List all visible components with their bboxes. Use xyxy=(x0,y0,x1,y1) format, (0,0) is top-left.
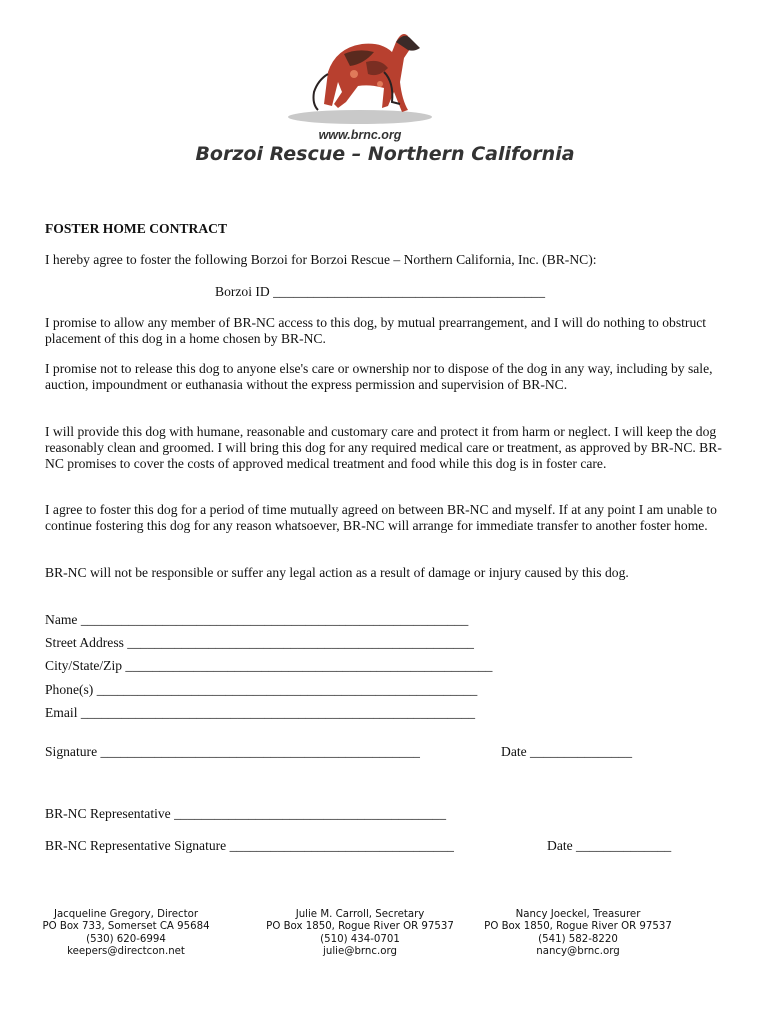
contract-heading: FOSTER HOME CONTRACT xyxy=(45,221,228,236)
footer-contact-treasurer xyxy=(478,909,678,959)
contact-address: PO Box 1850, Rogue River OR 97537 xyxy=(266,921,454,933)
footer-contact-director xyxy=(36,909,216,959)
street-address-field[interactable]: Street Address ___________________________________________________ xyxy=(45,635,474,650)
representative-date-field[interactable]: Date ______________ xyxy=(547,838,672,853)
organization-title: Borzoi Rescue – Northern California xyxy=(195,143,575,165)
representative-signature-field[interactable]: BR-NC Representative Signature _________________________________ xyxy=(45,838,454,853)
date-field[interactable]: Date _______________ xyxy=(501,744,633,759)
footer-contact-secretary xyxy=(260,909,460,959)
contact-phone: (510) 434-0701 xyxy=(320,933,400,945)
contact-name: Nancy Joeckel, Treasurer xyxy=(515,909,641,920)
contact-address: PO Box 733, Somerset CA 95684 xyxy=(42,921,210,933)
paragraph-access: I promise to allow any member of BR-NC access to this dog, by mutual prearrangement, and I will do nothing to obstruct placement of this dog in a home chosen by BR-NC. xyxy=(45,315,707,347)
contact-phone: (530) 620-6994 xyxy=(86,933,166,945)
contact-phone: (541) 582-8220 xyxy=(538,933,618,945)
contact-email[interactable]: nancy@brnc.org xyxy=(536,946,620,958)
contact-name: Julie M. Carroll, Secretary xyxy=(295,909,425,920)
phone-field[interactable]: Phone(s) ________________________________________________________ xyxy=(45,682,478,697)
paragraph-care: I will provide this dog with humane, reasonable and customary care and protect it from harm or neglect. I will keep the dog reasonably clean and groomed. I will bring this dog for any required medical care or treatment, as approved by BR-NC. BR-NC promises to cover the costs of approved medical treatment and food while this dog is in foster care. xyxy=(45,424,722,472)
contact-email[interactable]: julie@brnc.org xyxy=(323,946,397,958)
website-url: www.brnc.org xyxy=(318,128,402,142)
contact-name: Jacqueline Gregory, Director xyxy=(53,909,199,920)
representative-field[interactable]: BR-NC Representative ________________________________________ xyxy=(45,806,446,821)
signature-field[interactable]: Signature _______________________________________________ xyxy=(45,744,420,759)
name-field[interactable]: Name _________________________________________________________ xyxy=(45,612,469,627)
contact-address: PO Box 1850, Rogue River OR 97537 xyxy=(484,921,672,933)
contact-email[interactable]: keepers@directcon.net xyxy=(67,946,185,958)
borzoi-logo xyxy=(284,22,436,126)
city-state-zip-field[interactable]: City/State/Zip ______________________________________________________ xyxy=(45,658,493,673)
paragraph-period: I agree to foster this dog for a period of time mutually agreed on between BR-NC and myself. If at any point I am unable to continue fostering this dog for any reason whatsoever, BR-NC will arrange for immediate transfer to another foster home. xyxy=(45,502,717,534)
email-field[interactable]: Email __________________________________________________________ xyxy=(45,705,476,720)
paragraph-liability: BR-NC will not be responsible or suffer any legal action as a result of damage or injury caused by this dog. xyxy=(45,565,629,580)
paragraph-release: I promise not to release this dog to anyone else's care or ownership nor to dispose of the dog in any way, including by sale, auction, impoundment or euthanasia without the express permission and supervision of BR-NC. xyxy=(45,361,713,393)
borzoi-id-field[interactable]: Borzoi ID ________________________________________ xyxy=(215,284,546,299)
intro-text: I hereby agree to foster the following Borzoi for Borzoi Rescue – Northern California, Inc. (BR-NC): xyxy=(45,252,597,267)
